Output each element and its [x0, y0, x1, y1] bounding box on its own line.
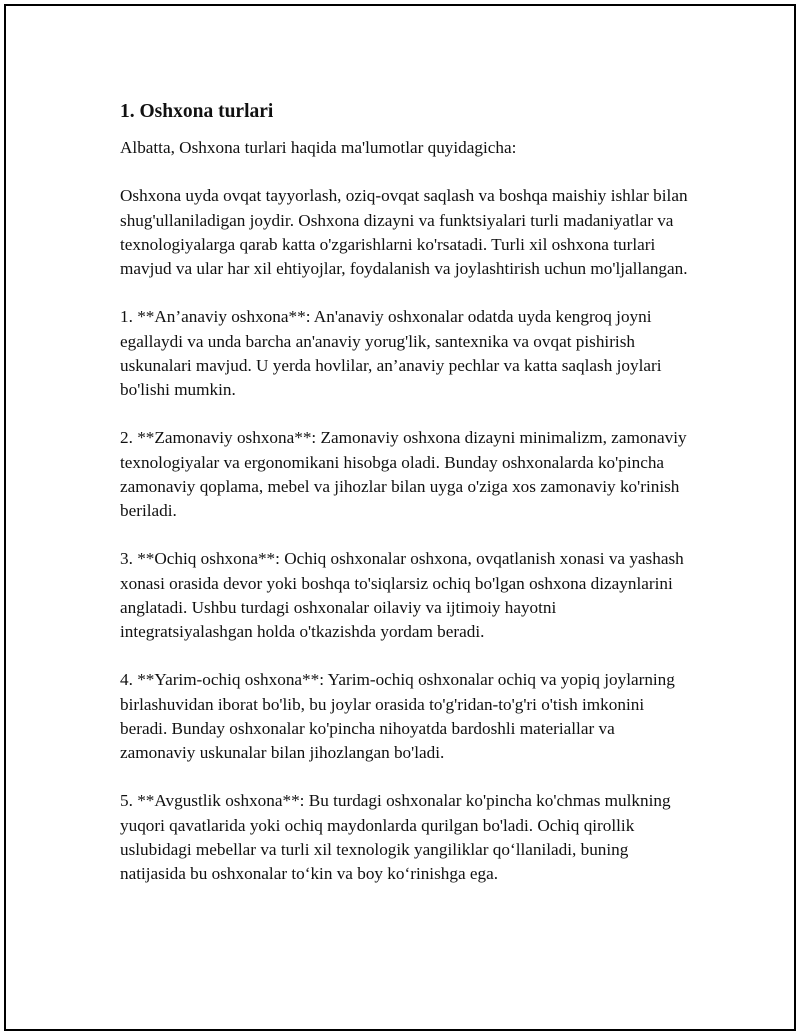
list-item-traditional-kitchen: 1. **An’anaviy oshxona**: An'anaviy oshxonalar odatda uyda kengroq joyni egallaydi va unda barcha an'anaviy yorug'lik, santexnika va ovqat pishirish uskunalari mavjud. U yerda hovlilar, an’anaviy pechlar va katta saqlash joylari bo'lishi mumkin.: [120, 307, 662, 399]
list-item-open-kitchen: 3. **Ochiq oshxona**: Ochiq oshxonalar oshxona, ovqatlanish xonasi va yashash xonasi orasida devor yoki boshqa to'siqlarsiz ochiq bo'lgan oshxona dizaynlarini anglatadi. Ushbu turdagi oshxonalar oilaviy va ijtimoiy hayotni integratsiyalashgan holda o'tkazishda yordam beradi.: [120, 549, 684, 641]
section-heading: 1. Oshxona turlari: [120, 101, 274, 122]
overview-paragraph: Oshxona uyda ovqat tayyorlash, oziq-ovqat saqlash va boshqa maishiy ishlar bilan shug'ullaniladigan joydir. Oshxona dizayni va funktsiyalari turli madaniyatlar va texnologiyalarga qarab katta o'zgarishlarni ko'rsatadi. Turli xil oshxona turlari mavjud va ular har xil ehtiyojlar, foydalanish va joylashtirish uchun mo'ljallangan.: [120, 186, 688, 278]
document-page: [4, 4, 796, 1031]
list-item-modern-kitchen: 2. **Zamonaviy oshxona**: Zamonaviy oshxona dizayni minimalizm, zamonaviy texnologiyalar va ergonomikani hisobga oladi. Bunday oshxonalarda ko'pincha zamonaviy qoplama, mebel va jihozlar bilan uyga o'ziga xos zamonaviy ko'rinish beriladi.: [120, 428, 687, 520]
intro-paragraph: Albatta, Oshxona turlari haqida ma'lumotlar quyidagicha:: [120, 138, 517, 157]
document-content: [120, 100, 690, 910]
list-item-semi-open-kitchen: 4. **Yarim-ochiq oshxona**: Yarim-ochiq oshxonalar ochiq va yopiq joylarning birlashuvidan iborat bo'lib, bu joylar orasida to'g'ridan-to'g'ri o'tish imkonini beradi. Bunday oshxonalar ko'pincha nihoyatda bardoshli materiallar va zamonaviy uskunalar bilan jihozlangan bo'ladi.: [120, 670, 675, 762]
list-item-avgustlik-kitchen: 5. **Avgustlik oshxona**: Bu turdagi oshxonalar ko'pincha ko'chmas mulkning yuqori qavatlarida yoki ochiq maydonlarda qurilgan bo'ladi. Ochiq qirollik uslubidagi mebellar va turli xil texnologik yangiliklar qo‘llaniladi, buning natijasida bu oshxonalar to‘kin va boy ko‘rinishga ega.: [120, 791, 671, 883]
